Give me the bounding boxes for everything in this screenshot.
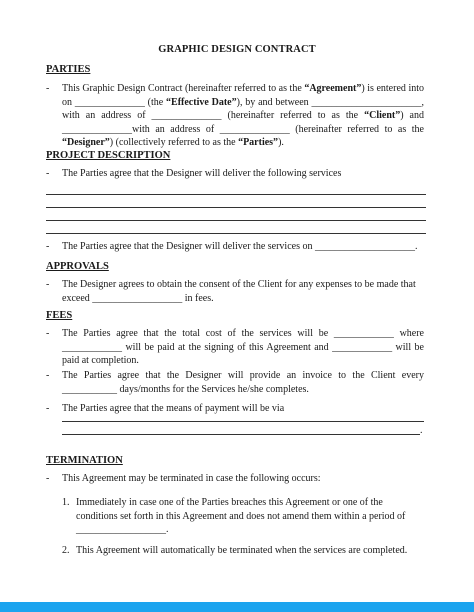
fees-paragraph-1: The Parties agree that the total cost of the services will be ____________ where ____________ will be paid at the signing of this Agreement and ____________ will be paid at completion. xyxy=(62,328,424,367)
blank-line xyxy=(62,434,420,435)
list-number: 2. xyxy=(62,545,70,556)
blank-line xyxy=(62,421,424,422)
bullet-dash: - xyxy=(46,241,50,252)
blank-line xyxy=(46,233,426,234)
fees-period: . xyxy=(420,425,423,436)
fees-paragraph-3: The Parties agree that the means of payment will be via xyxy=(62,403,285,414)
parties-paragraph: This Graphic Design Contract (hereinafter referred to as the “Agreement”) is entered into on ______________ (the “Effective Date”), by and between ______________________, with an address of ______________ (hereinafter referred to as the “Client”) and ______________with an address of ______________ (hereinafter referred to as the “Designer”) (collectively referred to as the “Parties”). xyxy=(62,83,425,149)
heading-project-description: PROJECT DESCRIPTION xyxy=(46,150,171,161)
bullet-dash: - xyxy=(46,473,50,484)
heading-parties: PARTIES xyxy=(46,64,91,75)
bullet-dash: - xyxy=(46,370,50,381)
list-number: 1. xyxy=(62,497,70,508)
blank-line xyxy=(46,207,426,208)
blank-line xyxy=(46,220,426,221)
heading-termination: TERMINATION xyxy=(46,455,123,466)
approvals-paragraph: The Designer agrees to obtain the consent of the Client for any expenses to be made that exceed __________________ in fees. xyxy=(62,279,416,304)
termination-item-2: This Agreement will automatically be terminated when the services are completed. xyxy=(76,545,408,556)
document-title: GRAPHIC DESIGN CONTRACT xyxy=(158,44,316,55)
bullet-dash: - xyxy=(46,403,50,414)
termination-paragraph: This Agreement may be terminated in case the following occurs: xyxy=(62,473,321,484)
heading-approvals: APPROVALS xyxy=(46,261,109,272)
bottom-accent-bar xyxy=(0,602,474,612)
heading-fees: FEES xyxy=(46,310,73,321)
project-paragraph-1: The Parties agree that the Designer will deliver the following services xyxy=(62,168,342,179)
bullet-dash: - xyxy=(46,328,50,339)
project-paragraph-2: The Parties agree that the Designer will deliver the services on ____________________. xyxy=(62,241,418,252)
blank-line xyxy=(46,194,426,195)
bullet-dash: - xyxy=(46,83,50,94)
bullet-dash: - xyxy=(46,279,50,290)
termination-item-1: Immediately in case one of the Parties breaches this Agreement or one of the conditions set forth in this Agreement and does not amend them within a period of __________________. xyxy=(76,497,406,536)
fees-paragraph-2: The Parties agree that the Designer will provide an invoice to the Client every ___________ days/months for the Services he/she completes. xyxy=(62,370,424,395)
bullet-dash: - xyxy=(46,168,50,179)
